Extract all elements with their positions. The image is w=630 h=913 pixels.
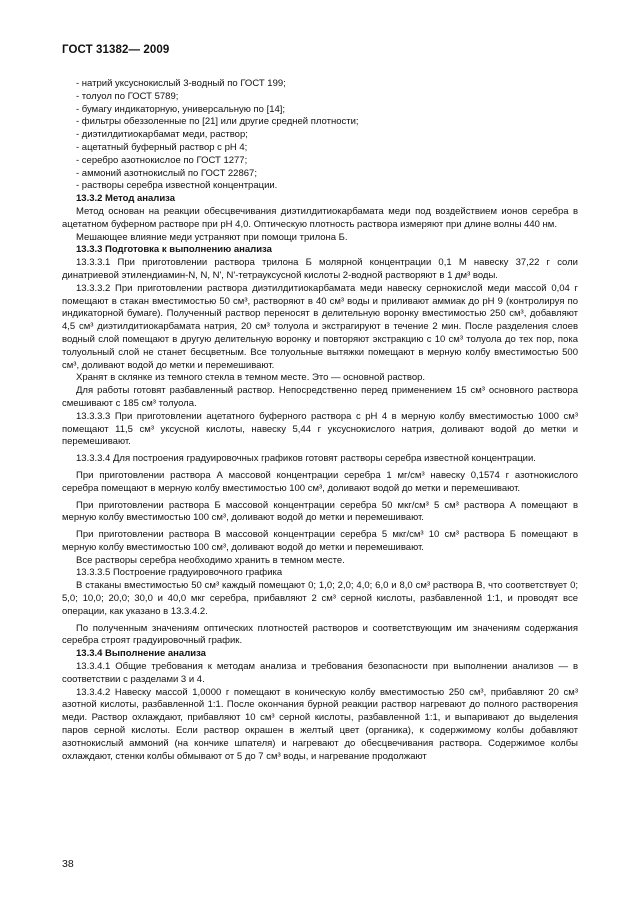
paragraph: При приготовлении раствора Б массовой концентрации серебра 50 мкг/см³ 5 см³ раствора А помещают в мерную колбу вместимостью 100 см³, доливают водой до метки и перемешивают. xyxy=(62,499,578,524)
paragraph: 13.3.3.3 При приготовлении ацетатного буферного раствора с pH 4 в мерную колбу вместимостью 1000 см³ помещают 11,5 см³ уксусной кислоты, навеску 5,44 г уксуснокислого натрия, доливают водой до метки и перемешивают. xyxy=(62,410,578,448)
list-item: - фильтры обеззоленные по [21] или другие средней плотности; xyxy=(76,116,359,128)
paragraph: 13.3.3.2 При приготовлении раствора диэтилдитиокарбамата меди навеску сернокислой меди массой 0,04 г помещают в стакан вместимостью 50 см³, растворяют в 40 см³ воды и приливают аммиак до pH 9 (контролируя по индикаторной бумаге). Полученный раствор переносят в делительную воронку вместимостью 250 см³, добавляют 4,5 см³ диэтилдитиокарбамата натрия, 20 см³ толуола и экстрагируют в течение 2 мин. После разделения слоев водный слой помещают в другую делительную воронку и повторяют экстракцию с 10 см³ толуола до тех пор, пока толуольный слой не станет бесцветным. Все толуольные вытяжки помещают в мерную колбу вместимостью 500 см³, доливают водой до метки и перемешивают. xyxy=(62,282,578,371)
paragraph: 13.3.3.4 Для построения градуировочных графиков готовят растворы серебра известной концентрации. xyxy=(76,453,536,465)
paragraph: Мешающее влияние меди устраняют при помощи трилона Б. xyxy=(76,231,348,243)
list-item: - аммоний азотнокислый по ГОСТ 22867; xyxy=(76,167,257,179)
page-header: ГОСТ 31382— 2009 xyxy=(62,44,170,56)
paragraph: Метод основан на реакции обесцвечивания диэтилдитиокарбамата меди под воздействием ионов серебра в ацетатном буферном растворе при pH 4,0. Оптическую плотность раствора измеряют при длине волны 440 нм. xyxy=(62,205,578,230)
list-item: - серебро азотнокислое по ГОСТ 1277; xyxy=(76,154,248,166)
paragraph: 13.3.4.1 Общие требования к методам анализа и требования безопасности при выполнении анализов — в соответствии с разделами 3 и 4. xyxy=(62,661,578,685)
list-item: - толуол по ГОСТ 5789; xyxy=(76,90,179,102)
paragraph: Хранят в склянке из темного стекла в темном месте. Это — основной раствор. xyxy=(76,372,426,384)
list-item: - растворы серебра известной концентрации. xyxy=(76,180,278,192)
paragraph: 13.3.3.1 При приготовлении раствора трилона Б молярной концентрации 0,1 М навеску 37,22 г соли динатриевой этилендиамин-N, N, N', N'-тетрауксусной кислоты 2-водной растворяют в 1 дм³ воды. xyxy=(62,257,578,281)
page-number: 38 xyxy=(62,858,74,870)
section-heading-13-3-2: 13.3.2 Метод анализа xyxy=(76,193,176,205)
list-item: - диэтилдитиокарбамат меди, раствор; xyxy=(76,129,248,141)
paragraph: В стаканы вместимостью 50 см³ каждый помещают 0; 1,0; 2,0; 4,0; 6,0 и 8,0 см³ раствора В, что соответствует 0; 5,0; 10,0; 20,0; 30,0 и 40,0 мкг серебра, прибавляют 2 см³ серной кислоты, разбавленной 1:1, и проводят все операции, как указано в 13.3.4.2. xyxy=(62,580,578,617)
paragraph: 13.3.4.2 Навеску массой 1,0000 г помещают в коническую колбу вместимостью 250 см³, прибавляют 20 см³ азотной кислоты, разбавленной 1:1. После окончания бурной реакции раствор нагревают до полного растворения меди. Раствор охлаждают, прибавляют 10 см³ серной кислоты, разбавленной 1:1, и выпаривают до выделения паров серной кислоты. Если раствор окрашен в желтый цвет (органика), к содержимому колбы добавляют азотнокислый аммоний (на кончике шпателя) и нагревают до обесцвечивания раствора. Содержимое колбы охлаждают, стенки колбы обмывают от 5 до 7 см³ воды, и нагревание продолжают xyxy=(62,686,578,762)
list-item: - бумагу индикаторную, универсальную по [14]; xyxy=(76,103,286,115)
paragraph: При приготовлении раствора В массовой концентрации серебра 5 мкг/см³ 10 см³ раствора Б помещают в мерную колбу вместимостью 100 см³, доливают водой до метки и перемешивают. xyxy=(62,529,578,553)
document-body xyxy=(62,78,578,763)
paragraph: Для работы готовят разбавленный раствор. Непосредственно перед применением 15 см³ основного раствора смешивают с 185 см³ толуола. xyxy=(62,385,578,409)
paragraph: Все растворы серебра необходимо хранить в темном месте. xyxy=(76,554,345,566)
section-heading-13-3-3: 13.3.3 Подготовка к выполнению анализа xyxy=(76,244,272,256)
paragraph: По полученным значениям оптических плотностей растворов и соответствующим им значениям содержания серебра строят градуировочный график. xyxy=(62,622,578,647)
list-item: - натрий уксуснокислый 3-водный по ГОСТ 199; xyxy=(76,78,286,89)
list-item: - ацетатный буферный раствор с pH 4; xyxy=(76,141,248,153)
paragraph: 13.3.3.5 Построение градуировочного графика xyxy=(76,567,283,579)
section-heading-13-3-4: 13.3.4 Выполнение анализа xyxy=(76,648,206,660)
paragraph: При приготовлении раствора А массовой концентрации серебра 1 мг/см³ навеску 0,1574 г азотнокислого серебра помещают в мерную колбу вместимостью 100 см³, доливают водой до метки и перемешивают. xyxy=(62,469,578,494)
